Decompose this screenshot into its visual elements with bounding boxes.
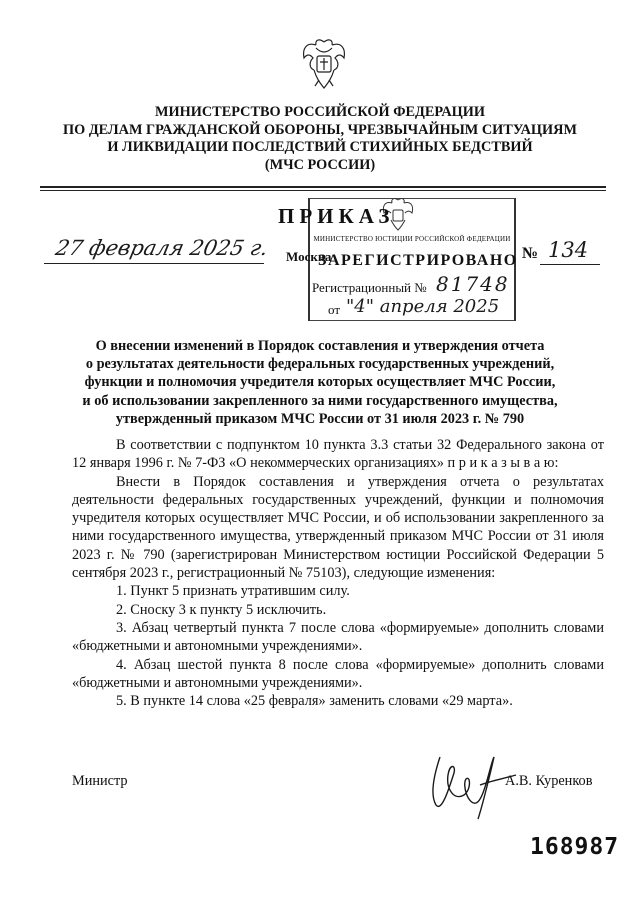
- signatory-title: Министр: [72, 773, 128, 789]
- title-line-4: и об использовании закрепленного за ними государственного имущества,: [82, 392, 558, 409]
- list-item: 2. Сноску 3 к пункту 5 исключить.: [116, 601, 327, 618]
- title-line-1: О внесении изменений в Порядок составления и утверждения отчета: [95, 338, 545, 354]
- date-underline: [44, 263, 264, 264]
- stamp-reg-number-label: Регистрационный №: [312, 280, 427, 295]
- header-rule-thin: [40, 190, 606, 191]
- signatory-name: А.В. Куренков: [505, 773, 593, 789]
- title-line-3: функции и полномочия учредителя которых осуществляет МЧС России,: [84, 374, 556, 391]
- order-number: 134: [548, 238, 589, 262]
- list-item: 4. Абзац шестой пункта 8 после слова «формируемые» дополнить словами «бюджетными и автономными учреждениями».: [72, 656, 604, 691]
- coat-of-arms-icon: [299, 36, 349, 92]
- number-underline: [540, 264, 600, 265]
- ministry-line-3: И ЛИКВИДАЦИИ ПОСЛЕДСТВИЙ СТИХИЙНЫХ БЕДСТВИЙ: [107, 139, 533, 155]
- ministry-line-4: (МЧС РОССИИ): [264, 156, 376, 173]
- order-city: Москва: [286, 249, 332, 264]
- list-item: 1. Пункт 5 признать утратившим силу.: [116, 583, 350, 600]
- intro-paragraph: Внести в Порядок составления и утверждения отчета о результатах деятельности федеральных государственных учреждений, функции и полномочия учредителя которых осуществляет МЧС России, и об использовании закрепленного за ними государственного имущества, утвержденный приказом МЧС России от 31 июля 2023 г. № 790 (зарегистрирован Министерством юстиции Российской Федерации 5 сентября 2023 г., регистрационный № 75103), следующие изменения:: [72, 473, 604, 582]
- stamp-date-value: "4" апреля 2025: [346, 296, 500, 317]
- title-line-2: о результатах деятельности федеральных государственных учреждений,: [85, 356, 555, 373]
- title-line-5: утвержденный приказом МЧС России от 31 июля 2023 г. № 790: [115, 410, 525, 427]
- header-rule: [40, 186, 606, 188]
- stamp-status: ЗАРЕГИСТРИРОВАНО: [318, 252, 518, 269]
- order-date: 27 февраля 2025 г.: [53, 236, 271, 260]
- order-number-label: №: [522, 245, 539, 262]
- ministry-line-1: МИНИСТЕРСТВО РОССИЙСКОЙ ФЕДЕРАЦИИ: [154, 104, 485, 120]
- ministry-line-2: ПО ДЕЛАМ ГРАЖДАНСКОЙ ОБОРОНЫ, ЧРЕЗВЫЧАЙНЫМ СИТУАЦИЯМ: [63, 121, 577, 138]
- stamp-reg-number: 81748: [436, 272, 510, 296]
- list-item: 5. В пункте 14 слова «25 февраля» заменить словами «29 марта».: [116, 693, 513, 710]
- document-serial-number: 168987: [530, 834, 620, 860]
- stamp-date-label: от: [328, 302, 341, 317]
- stamp-ministry: МИНИСТЕРСТВО ЮСТИЦИИ РОССИЙСКОЙ ФЕДЕРАЦИИ: [313, 235, 511, 243]
- list-item: 3. Абзац четвертый пункта 7 после слова «формируемые» дополнить словами «бюджетными и автономными учреждениями».: [72, 619, 604, 655]
- document-type: ПРИКАЗ: [278, 204, 395, 228]
- order-body: [72, 436, 604, 710]
- ministry-header: [40, 104, 600, 174]
- preamble-paragraph: В соответствии с подпунктом 10 пункта 3.3 статьи 32 Федерального закона от 12 января 1996 г. № 7-ФЗ «О некоммерческих организациях» п р и к а з ы в а ю:: [72, 437, 604, 472]
- stamp-bottom-border: [310, 320, 514, 321]
- order-title: [62, 337, 578, 428]
